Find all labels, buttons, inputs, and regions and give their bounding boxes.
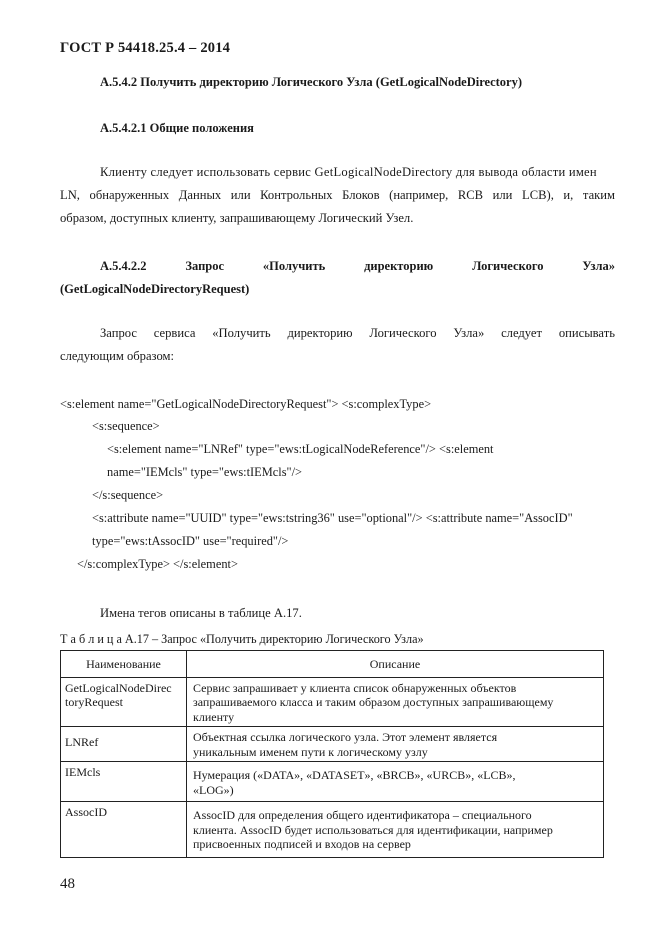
heading-word: Запрос bbox=[185, 259, 225, 273]
code-line: </s:sequence> bbox=[92, 488, 164, 502]
cell-text-line: запрашиваемого класса и таким образом доступных запрашивающему bbox=[193, 695, 554, 709]
cell-text-line: GetLogicalNodeDirec bbox=[65, 680, 172, 695]
code-line: <s:sequence> bbox=[92, 419, 160, 433]
cell-text-line: LNRef bbox=[65, 735, 99, 749]
paragraph-word: Логического bbox=[369, 326, 437, 340]
table-cell-name bbox=[61, 677, 187, 727]
cell-text-line: IEMcls bbox=[65, 765, 101, 779]
column-header-description: Описание bbox=[187, 651, 604, 678]
specification-table bbox=[60, 650, 604, 858]
cell-text-line: Сервис запрашивает у клиента список обнаруженных объектов bbox=[193, 680, 517, 695]
table-header-row bbox=[61, 651, 604, 678]
paragraph-word: Узла» bbox=[453, 326, 485, 340]
paragraph-request-line-1 bbox=[100, 326, 615, 341]
heading-word: «Получить bbox=[262, 259, 326, 273]
table-cell-name bbox=[61, 802, 187, 858]
table-row bbox=[61, 727, 604, 762]
paragraph-word: «Получить bbox=[212, 326, 271, 340]
section-heading-a5-4-2-2-line-2: (GetLogicalNodeDirectoryRequest) bbox=[60, 282, 250, 296]
cell-text-line: уникальным именем пути к логическому узлу bbox=[193, 744, 428, 759]
cell-text-line: AssocID bbox=[65, 805, 107, 819]
table-cell-description bbox=[187, 802, 604, 858]
table-cell-name bbox=[61, 762, 187, 802]
table-cell-description bbox=[187, 677, 604, 727]
paragraph-request-line-2: следующим образом: bbox=[60, 349, 174, 363]
document-header-title: ГОСТ Р 54418.25.4 – 2014 bbox=[60, 40, 231, 56]
code-line: <s:attribute name="UUID" type="ews:tstring36" use="optional"/> <s:attribute name="AssocID" bbox=[92, 511, 573, 525]
cell-text-line: AssocID для определения общего идентификатора – специального bbox=[193, 808, 532, 822]
heading-word: директорию bbox=[364, 259, 434, 273]
heading-word: Узла» bbox=[582, 259, 615, 273]
code-line: type="ews:tAssocID" use="required"/> bbox=[92, 534, 289, 548]
paragraph-general-line-3: образом, доступных клиенту, запрашивающему Логический Узел. bbox=[60, 211, 414, 225]
code-line: name="IEMcls" type="ews:tIEMcls"/> bbox=[107, 465, 303, 479]
paragraph-word: директорию bbox=[287, 326, 353, 340]
paragraph-word: описывать bbox=[558, 326, 615, 340]
table-cell-name bbox=[61, 727, 187, 762]
section-heading-a5-4-2-1: А.5.4.2.1 Общие положения bbox=[100, 121, 254, 135]
section-heading-a5-4-2: А.5.4.2 Получить директорию Логического Узла (GetLogicalNodeDirectory) bbox=[100, 75, 523, 89]
heading-word: А.5.4.2.2 bbox=[100, 259, 147, 273]
table-cell-description bbox=[187, 727, 604, 762]
cell-text-line: присвоенных подписей и входов на сервер bbox=[193, 837, 411, 851]
section-heading-a5-4-2-2 bbox=[100, 259, 615, 274]
cell-text-line: Нумерация («DATA», «DATASET», «BRCB», «URCB», «LCB», bbox=[193, 768, 516, 782]
tags-note: Имена тегов описаны в таблице А.17. bbox=[100, 606, 302, 620]
heading-word: Логического bbox=[472, 259, 544, 273]
code-line: <s:element name="LNRef" type="ews:tLogicalNodeReference"/> <s:element bbox=[107, 442, 494, 456]
page-number: 48 bbox=[60, 876, 75, 892]
paragraph-general-line-2: LN, обнаруженных Данных или Контрольных Блоков (например, RCB или LCB), и, таким bbox=[60, 188, 615, 202]
table-row bbox=[61, 802, 604, 858]
cell-text-line: toryRequest bbox=[65, 695, 123, 709]
cell-text-line: клиента. AssocID будет использоваться для идентификации, например bbox=[193, 822, 553, 837]
table-row bbox=[61, 677, 604, 727]
cell-text-line: Объектная ссылка логического узла. Этот элемент является bbox=[193, 730, 498, 744]
paragraph-word: сервиса bbox=[153, 326, 196, 340]
column-header-name: Наименование bbox=[61, 651, 187, 678]
paragraph-word: Запрос bbox=[100, 326, 137, 340]
code-line: </s:complexType> </s:element> bbox=[77, 557, 238, 571]
paragraph-text: Клиенту следует использовать сервис GetLogicalNodeDirectory для вывода области имен bbox=[100, 165, 597, 179]
paragraph-general-line-1 bbox=[100, 165, 615, 180]
table-cell-description bbox=[187, 762, 604, 802]
table-caption: Т а б л и ц а А.17 – Запрос «Получить директорию Логического Узла» bbox=[60, 632, 424, 646]
paragraph-word: следует bbox=[501, 326, 543, 340]
table-row bbox=[61, 762, 604, 802]
cell-text-line: «LOG») bbox=[193, 782, 234, 797]
code-line: <s:element name="GetLogicalNodeDirectoryRequest"> <s:complexType> bbox=[60, 397, 432, 411]
cell-text-line: клиенту bbox=[193, 709, 235, 724]
